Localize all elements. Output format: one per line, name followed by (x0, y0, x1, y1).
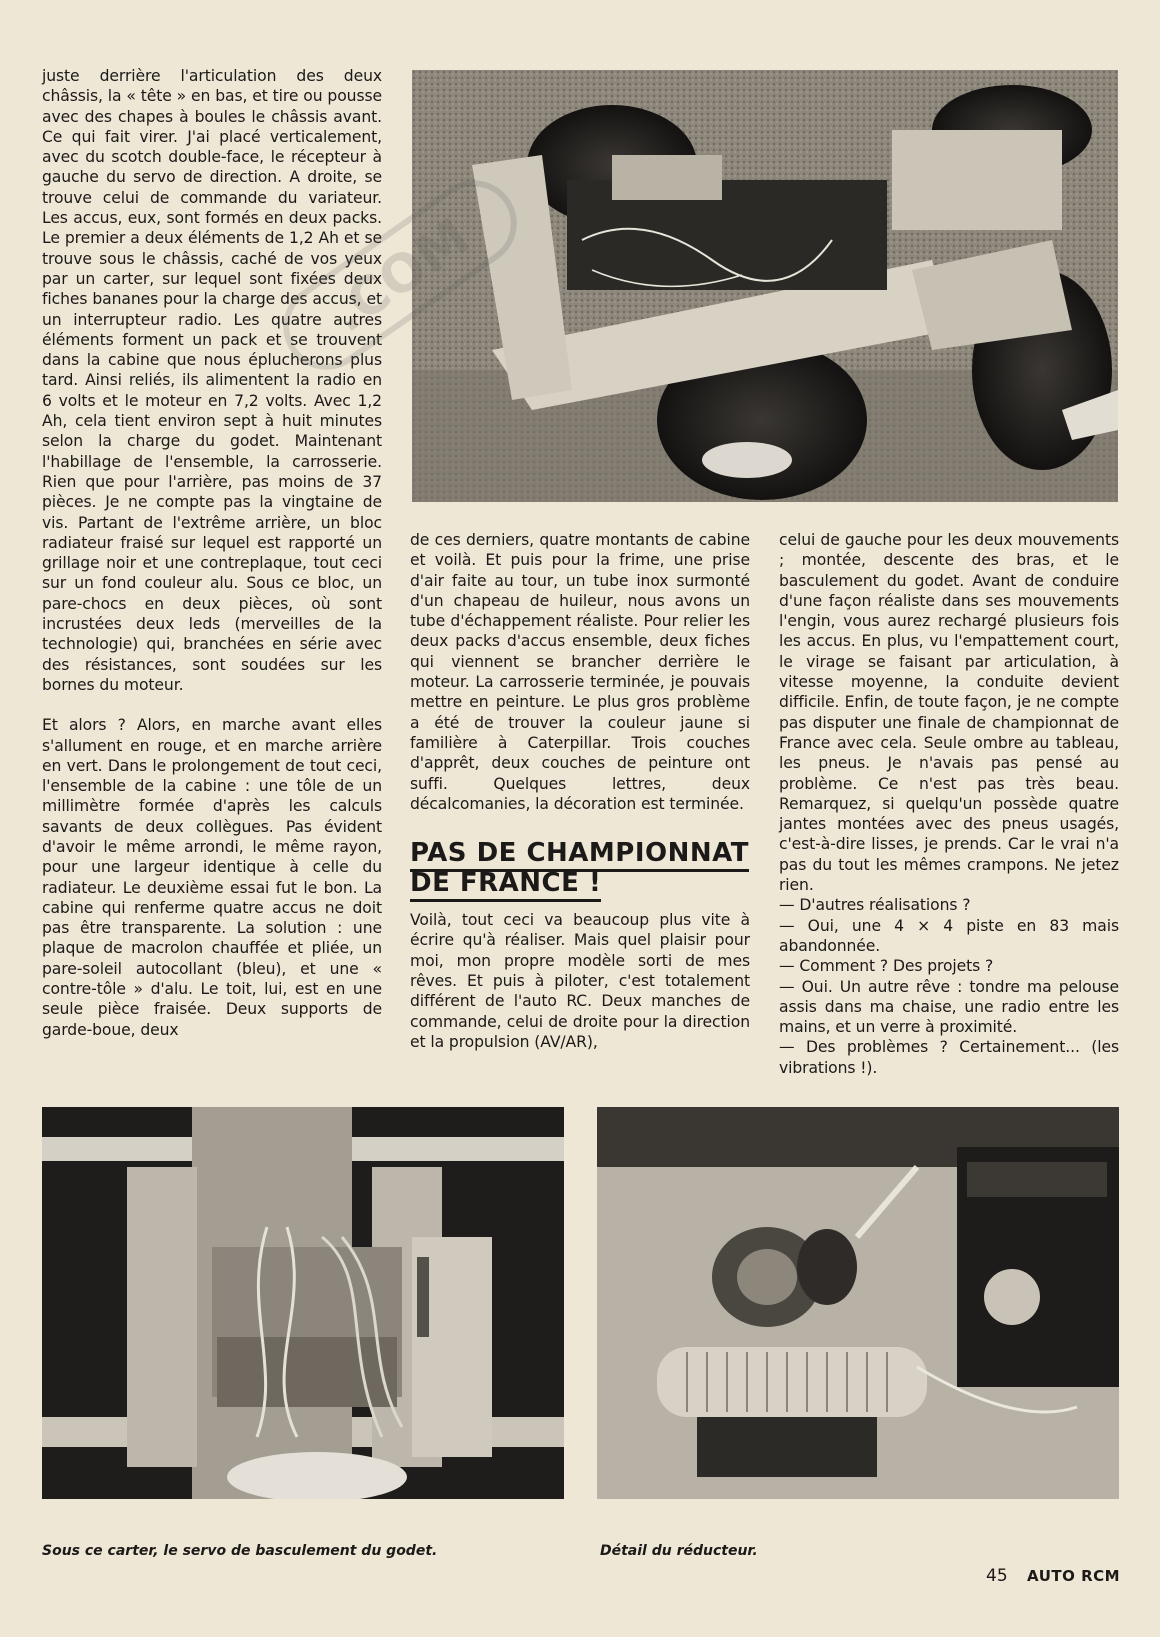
photo-servo-carter (42, 1107, 564, 1499)
article-column-2 (410, 530, 750, 1052)
paragraph: de ces derniers, quatre montants de cabine et voilà. Et puis pour la frime, une prise d'air faite au tour, un tube inox surmonté d'un chapeau de huileur, nous avons un tube d'échappement réaliste. Pour relier les deux packs d'accus ensemble, deux fiches qui viennent se brancher derrière le moteur. La carrosserie terminée, je pouvais mettre en peinture. Le plus gros problème a été de trouver la couleur jaune si familière à Caterpillar. Trois couches d'apprêt, deux couches de peinture ont suffi. Quelques lettres, deux décalcomanies, la décoration est terminée. (410, 531, 750, 813)
article-column-1 (42, 66, 382, 1040)
photo-caption-left: Sous ce carter, le servo de basculement du godet. (42, 1543, 438, 1559)
paragraph: juste derrière l'articulation des deux châssis, la « tête » en bas, et tire ou pousse avec des chapes à boules le châssis avant. Ce qui fait virer. J'ai placé verticalement, avec du scotch double-face, le récepteur à gauche du servo de direction. A droite, se trouve celui de commande du variateur. Les accus, eux, sont formés en deux packs. Le premier a deux éléments de 1,2 Ah et se trouve sous le châssis, caché de vos yeux par un carter, sur lequel sont fixées deux fiches bananes pour la charge des accus, et un interrupteur radio. Les quatre autres éléments forment un pack et se trouvent dans la cabine que nous éplucherons plus tard. Ainsi reliés, ils alimentent la radio en 6 volts et le moteur en 7,2 volts. Avec 1,2 Ah, cela tient environ sept à huit minutes selon la charge du godet. Maintenant l'habillage de l'ensemble, la carrosserie. Rien que pour l'arrière, pas moins de 37 pièces. Je ne compte pas la vingtaine de vis. Partant de l'extrême arrière, un bloc radiateur fraisé sur lequel est rapporté un grillage noir et une contreplaque, tout ceci sur un fond couleur alu. Sous ce bloc, un pare-chocs en deux pièces, où sont incrustées deux leds (merveilles de la technologie) qui, branchées en série avec des résistances, sont soudées sur les bornes du moteur. (42, 67, 382, 694)
page-footer (986, 1566, 1120, 1586)
paragraph: Et alors ? Alors, en marche avant elles s'allument en rouge, et en marche arrière en vert. Dans le prolongement de tout ceci, l'ensemble de la cabine : une tôle de un millimètre formée d'après les calculs savants de deux collègues. Pas évident d'avoir le même arrondi, le même rayon, pour une largeur identique à celle du radiateur. Le deuxième essai fut le bon. La cabine qui renferme quatre accus ne doit pas être transparente. La solution : une plaque de macrolon chauffée et pliée, un pare-soleil autocollant (bleu), et une « contre-tôle » d'alu. Le toit, lui, est en une seule pièce fraisée. Deux supports de garde-boue, deux (42, 716, 382, 1039)
photo-caption-right: Détail du réducteur. (600, 1543, 758, 1559)
paragraph: celui de gauche pour les deux mouvements ; montée, descente des bras, et le basculement du godet. Avant de conduire d'une façon réaliste dans ses mouvements l'engin, vous aurez rechargé plusieurs fois les accus. En plus, vu l'empattement court, le virage se faisant par articulation, à vitesse moyenne, la conduite devient difficile. Enfin, de toute façon, je ne compte pas disputer une finale de championnat de France avec cela. Seule ombre au tableau, les pneus. Je n'avais pas pensé au problème. Ce n'est pas très beau. Remarquez, si quelqu'un possède quatre jantes montées avec des pneus usagés, c'est-à-dire lisses, je prends. Car le vrai n'a pas du tout les mêmes crampons. Ne jetez rien. (779, 531, 1119, 895)
article-column-3 (779, 530, 1119, 1078)
watermark-text: .COM (320, 207, 481, 345)
photo-loader-chassis (412, 70, 1118, 502)
dialogue-line: — Oui, une 4 × 4 piste en 83 mais abandonnée. (779, 916, 1119, 955)
section-heading (410, 838, 750, 898)
dialogue-line: — D'autres réalisations ? (779, 896, 971, 915)
paragraph: Voilà, tout ceci va beaucoup plus vite à écrire qu'à réaliser. Mais quel plaisir pour moi, mon propre modèle sorti de mes rêves. Et puis à piloter, c'est totalement différent de l'auto RC. Deux manches de commande, celui de droite pour la direction et la propulsion (AV/AR), (410, 911, 750, 1051)
page-number: 45 (986, 1566, 1008, 1586)
dialogue-line: — Des problèmes ? Certainement... (les vibrations !). (779, 1038, 1119, 1077)
dialogue-line: — Oui. Un autre rêve : tondre ma pelouse assis dans ma chaise, une radio entre les mains, et un verre à proximité. (779, 977, 1119, 1037)
magazine-name: AUTO RCM (1027, 1567, 1121, 1585)
dialogue-line: — Comment ? Des projets ? (779, 957, 994, 976)
heading-line-2: DE FRANCE ! (410, 868, 601, 902)
photo-reducer-detail (597, 1107, 1119, 1499)
heading-line-1: PAS DE CHAMPIONNAT (410, 838, 749, 872)
